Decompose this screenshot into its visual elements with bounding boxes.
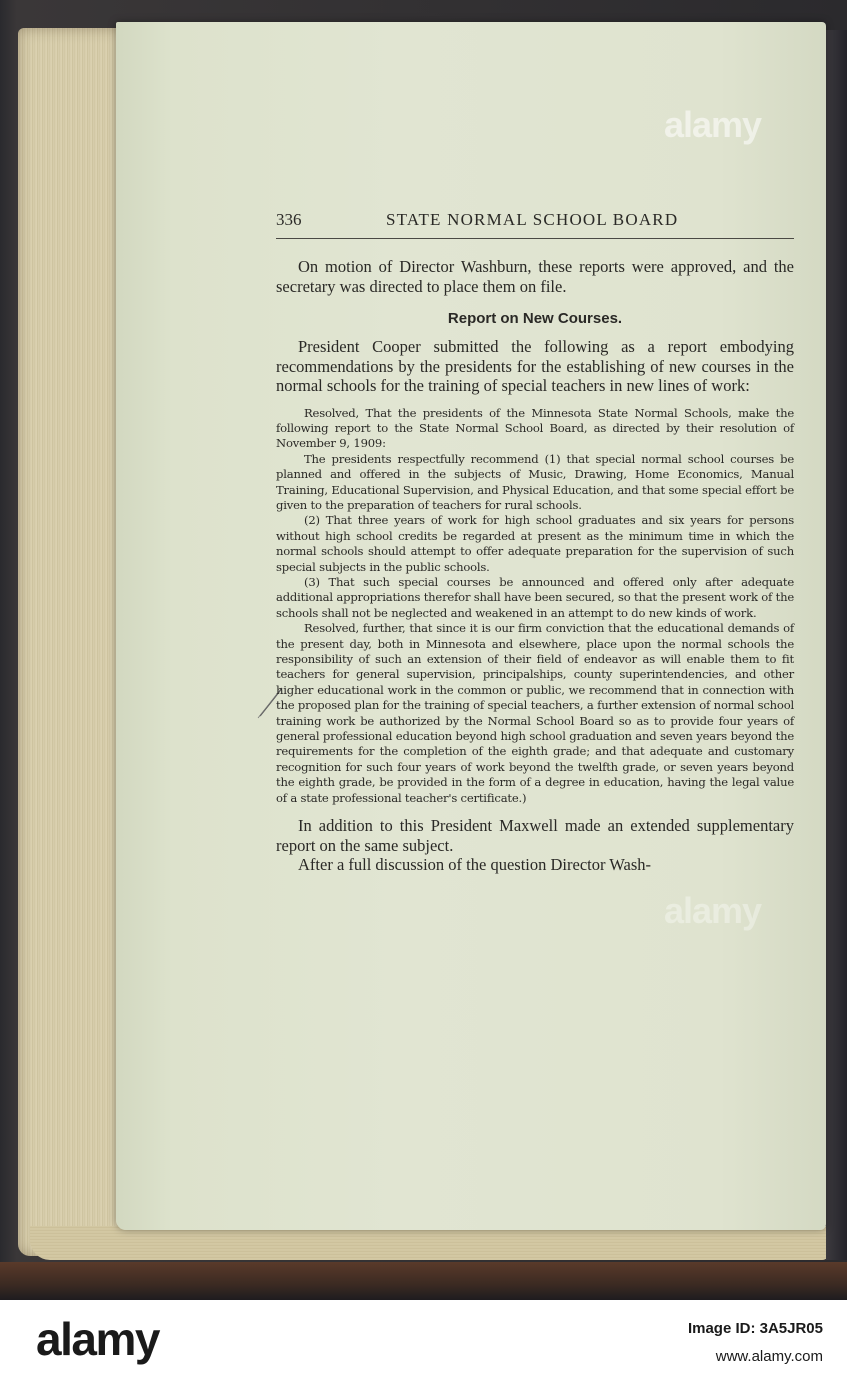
page-stack-left bbox=[18, 28, 128, 1256]
resolution-intro: Resolved, That the presidents of the Minnesota State Normal Schools, make the following report to the State Normal School Board, as directed by their resolution of November 9, 1909: bbox=[276, 405, 794, 451]
book-cover-bottom bbox=[0, 1262, 847, 1300]
image-id: Image ID: 3A5JR05 bbox=[687, 1320, 823, 1337]
paragraph-discussion: After a full discussion of the question Director Wash- bbox=[298, 855, 652, 875]
resolution-recommendation-3: (3) That such special courses be announced and offered only after adequate additional appropriations therefor shall have been secured, so that the present work of the schools shall not be neglected and weakened in an attempt to do new kinds of work. bbox=[276, 574, 794, 620]
resolution-further: Resolved, further, that since it is our firm conviction that the educational demands of the present day, both in Minnesota and elsewhere, place upon the normal schools the responsibility of such an extension of their field of endeavor as will enable them to fit teachers for general supervision, principalships, county superintendencies, and other higher educational work in the common or public, we recommend that in connection with the proposed plan for the training of special teachers, a further extension of normal school training work be authorized by the Normal School Board so as to provide four years of general professional education beyond high school graduation and seven years beyond the requirements for the completion of the eighth grade; and that adequate and customary recognition for such four years of work beyond the twelfth grade, or seven years beyond the eighth grade, be provided in the form of a degree in education, having the legal value of a state professional teacher's certificate.) bbox=[276, 621, 794, 805]
watermark: alamy bbox=[664, 104, 762, 145]
watermark-lower: alamy bbox=[664, 890, 762, 931]
site-url: www.alamy.com bbox=[715, 1348, 823, 1365]
book-cover-right bbox=[826, 30, 847, 1260]
section-title: Report on New Courses. bbox=[447, 310, 623, 327]
footer-bar bbox=[0, 1300, 847, 1390]
page-text bbox=[276, 210, 794, 875]
running-head bbox=[276, 210, 794, 239]
paragraph-cooper-report: President Cooper submitted the following as a report embodying recommendations by the presidents for the establishing of new courses in the normal schools for the training of special teachers in new lines of work: bbox=[276, 337, 794, 395]
page-stack-bottom bbox=[30, 1226, 830, 1260]
brand-logo: alamy bbox=[36, 1313, 159, 1365]
resolution-recommendation-2: (2) That three years of work for high school graduates and six years for persons without high school credits be regarded at present as the minimum time in which the normal schools should attempt to offer adequate preparation for the supervision of such special subjects in the public schools. bbox=[276, 513, 794, 574]
paragraph-maxwell: In addition to this President Maxwell made an extended supplementary report on the same subject. bbox=[276, 816, 794, 855]
resolution-recommendation-1: The presidents respectfully recommend (1) that special normal school courses be planned and offered in the subjects of Music, Drawing, Home Economics, Manual Training, Educational Supervision, and Physical Education, and that some special effort be given to the preparation of teachers for rural schools. bbox=[276, 451, 794, 512]
paragraph-approval: On motion of Director Washburn, these reports were approved, and the secretary was directed to place them on file. bbox=[276, 257, 794, 296]
page-number: 336 bbox=[276, 210, 302, 229]
running-head-title: STATE NORMAL SCHOOL BOARD bbox=[386, 210, 679, 229]
